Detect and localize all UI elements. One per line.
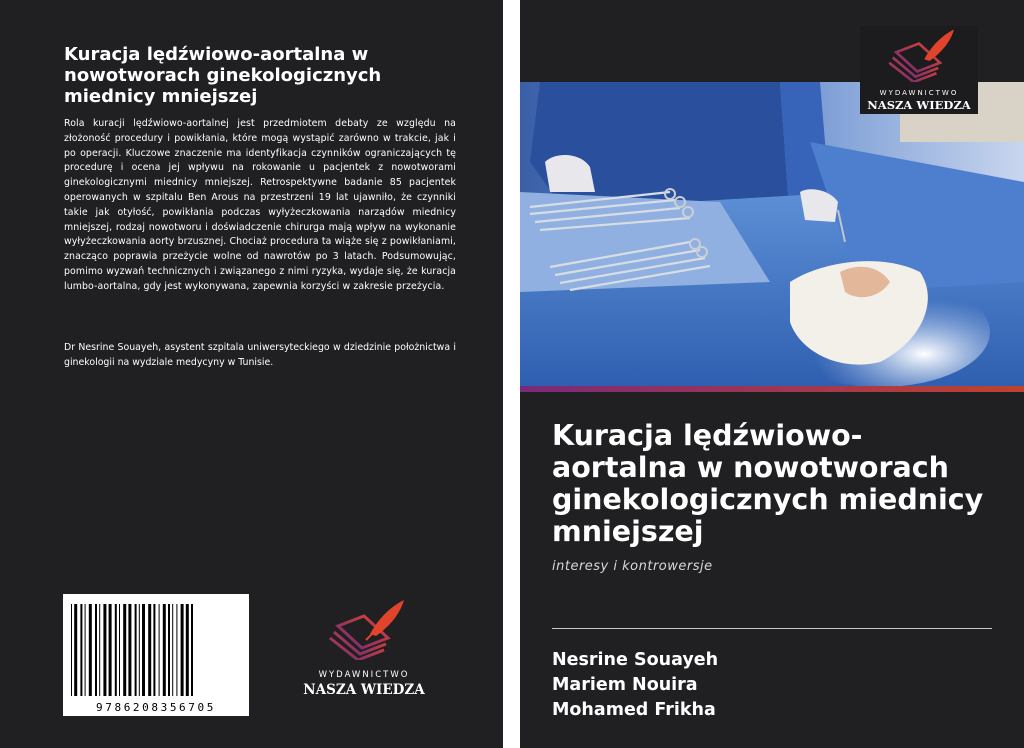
back-cover-description: Rola kuracji lędźwiowo-aortalnej jest przedmiotem debaty ze względu na złożoność procedury i powikłania, które mogą wystąpić zarówno w trakcie, jak i po operacji. Kluczowe znaczenie ma identyfikacja czynników ograniczających tę procedurę i ocena jej wpływu na rokowanie u pacjentek z nowotworami ginekologicznymi miednicy mniejszej. Retrospektywne badanie 85 pacjentek operowanych w szpitalu Ben Arous na przestrzeni 19 lat ujawniło, że czynniki takie jak otyłość, powikłania podczas wyłyżeczkowania narządów miednicy mniejszej, rodzaj nowotworu i doświadczenie chirurga mają wpływ na wykonanie wyłyżeczkowania aorty brzusznej. Chociaż procedura ta wiąże się z powikłaniami, znacząco poprawia przeżycie wolne od nawrotów po 3 latach. Podsumowując, pomimo wyzwań technicznych i związanego z nimi ryzyka, wydaje się, że kuracja lumbo-aortalna, gdy jest wykonywana, zapewnia korzyści w zakresie przeżycia. [64,118,456,292]
barcode-bar [80,604,82,696]
book-quill-icon [860,26,978,82]
barcode-bar [85,604,86,696]
publisher-logo-back [300,596,428,696]
title-divider [552,628,992,629]
barcode-bar [142,604,145,696]
isbn-digits: 9786208356705 [96,701,216,714]
barcode-bar [115,604,117,696]
barcode-bar [186,604,189,696]
author-bio: Dr Nesrine Souayeh, asystent szpitala uniwersyteckiego w dziedzinie położnictwa i ginekologii na wydziale medycyny w Tunisie. [64,342,456,368]
barcode-bar [139,604,140,696]
barcode-bar [168,604,170,696]
barcode-bar [71,604,72,696]
publisher-small-text: WYDAWNICTWO [879,89,959,97]
barcode-bar [74,604,77,696]
author-name: Nesrine Souayeh [552,650,719,670]
barcode-icon [63,594,249,700]
barcode-bar [172,604,173,696]
author-list [552,648,718,723]
back-cover-title: Kuracja lędźwiowo-aortalna w nowotworach ginekologicznych miednicy mniejszej [64,44,382,107]
author-name: Mohamed Frikha [552,700,716,720]
barcode-bar [103,604,106,696]
surgery-illustration [520,82,1024,386]
front-cover-title: Kuracja lędźwiowo-aortalna w nowotworach ginekologicznych miednicy mniejszej [552,419,984,548]
barcode-bar [119,604,120,696]
barcode-bar [176,604,177,696]
isbn-barcode [63,594,249,716]
barcode-bar [159,604,160,696]
barcode-bar [135,604,137,696]
publisher-small-text: WYDAWNICTWO [318,670,410,680]
publisher-name: NASZA WIEDZA [303,682,425,698]
barcode-bar [191,604,193,696]
barcode-bar [89,604,92,696]
publisher-name: NASZA WIEDZA [867,98,971,112]
barcode-bar [153,604,155,696]
barcode-bar [109,604,112,696]
front-cover-subtitle: interesy i kontrowersje [552,559,713,574]
barcode-bar [148,604,151,696]
author-name: Mariem Nouira [552,675,698,695]
cover-photo-surgery [520,82,1024,386]
photo-accent-stripe [520,386,1024,392]
barcode-bar [95,604,97,696]
barcode-bar [181,604,184,696]
barcode-bar [99,604,100,696]
barcode-bar [163,604,166,696]
publisher-logo-front [860,26,978,114]
barcode-bar [123,604,126,696]
barcode-bar [128,604,131,696]
book-quill-icon [300,596,428,660]
